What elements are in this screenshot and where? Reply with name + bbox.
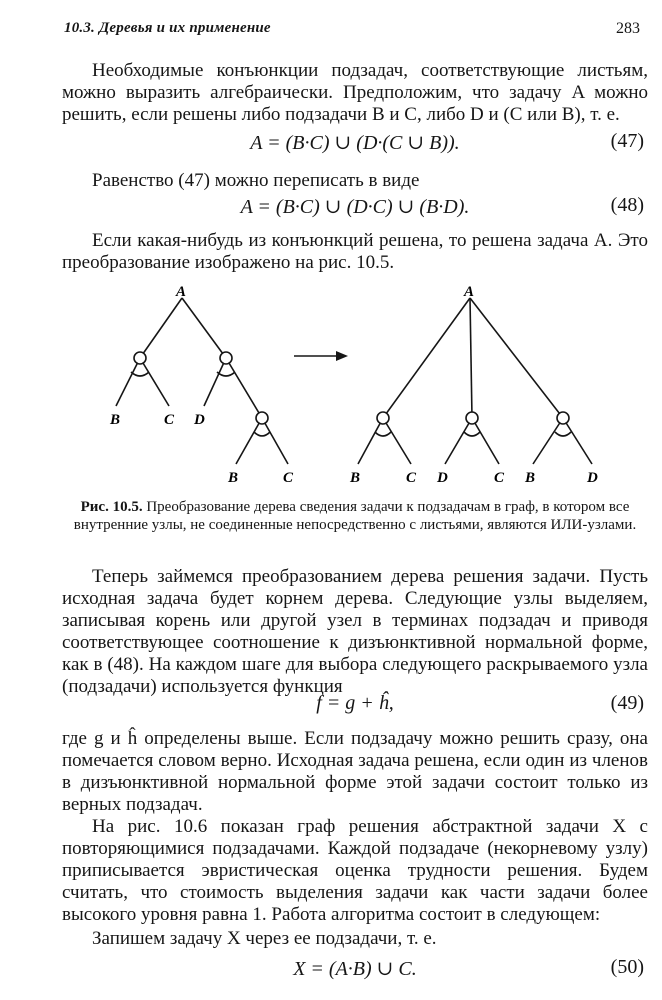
figure-caption-text: Преобразование дерева сведения задачи к подзадачам в граф, в котором все внутренние узлы, не соединенные непосредственно с листьями, являются ИЛИ-узлами. bbox=[73, 499, 637, 533]
left-root-label: A bbox=[176, 284, 187, 300]
equation-48-number: (48) bbox=[610, 194, 644, 216]
equation-49-number: (49) bbox=[610, 692, 644, 714]
running-header-title: 10.3. Деревья и их применение bbox=[64, 20, 271, 36]
right-tree-edges bbox=[358, 298, 592, 464]
right-leaf-label: B bbox=[525, 470, 536, 486]
right-and-node-2 bbox=[466, 412, 478, 424]
right-leaf-label: C bbox=[406, 470, 417, 486]
left-leaf-label: B bbox=[228, 470, 239, 486]
left-leaf-label: D bbox=[194, 412, 205, 428]
figure-caption-label: Рис. 10.5. bbox=[80, 499, 143, 515]
left-leaf-label: C bbox=[283, 470, 294, 486]
page-number: 283 bbox=[616, 20, 640, 37]
right-and-node-3 bbox=[557, 412, 569, 424]
equation-50 bbox=[62, 956, 648, 982]
equation-47 bbox=[62, 130, 648, 156]
right-leaf-label: D bbox=[437, 470, 448, 486]
right-tree-nodes bbox=[377, 412, 569, 424]
figure-caption bbox=[62, 498, 648, 534]
right-leaf-label: D bbox=[587, 470, 598, 486]
right-leaf-label: B bbox=[350, 470, 361, 486]
equation-48-formula: A = (B·C) ∪ (D·C) ∪ (B·D). bbox=[240, 196, 470, 218]
paragraph-2: Равенство (47) можно переписать в виде bbox=[92, 170, 420, 191]
left-or-node bbox=[256, 412, 268, 424]
equation-50-number: (50) bbox=[610, 956, 644, 978]
left-leaf-label: C bbox=[164, 412, 175, 428]
figure-10-5 bbox=[0, 278, 662, 498]
equation-47-formula: A = (B·C) ∪ (D·(C ∪ B)). bbox=[250, 132, 460, 154]
equation-49 bbox=[62, 692, 648, 718]
equation-48 bbox=[62, 194, 648, 220]
left-leaf-label: B bbox=[110, 412, 121, 428]
paragraph-7: Запишем задачу X через ее подзадачи, т. е. bbox=[92, 928, 437, 949]
paragraph-3: Если какая-нибудь из конъюнкций решена, то решена задача A. Это преобразование изображено на рис. 10.5. bbox=[62, 230, 648, 273]
equation-47-number: (47) bbox=[610, 130, 644, 152]
left-tree-edges bbox=[116, 298, 288, 464]
equation-49-formula: f = g + ĥ, bbox=[316, 692, 394, 714]
right-leaf-label: C bbox=[494, 470, 505, 486]
paragraph-4: Теперь займемся преобразованием дерева решения задачи. Пусть исходная задача будет корнем дерева. Следующие узлы выделяем, записывая корень или другой узел в терминах подзадач и приводя соответствующее соотношение к дизъюнктивной нормальной форме, как в (48). На каждом шаге для выбора следующего раскрываемого узла (подзадачи) используется функция bbox=[62, 566, 648, 697]
equation-50-formula: X = (A·B) ∪ C. bbox=[293, 958, 417, 980]
right-root-label: A bbox=[464, 284, 475, 300]
left-and-node-2 bbox=[220, 352, 232, 364]
left-and-node-1 bbox=[134, 352, 146, 364]
transform-arrow-icon bbox=[294, 351, 348, 361]
paragraph-6: На рис. 10.6 показан граф решения абстрактной задачи X с повторяющимися подзадачами. Каждой подзадаче (некорневому узлу) приписывается эвристическая оценка трудности решения. Будем считать, что стоимость выделения задачи как части задачи более высокого уровня равна 1. Работа алгоритма состоит в следующем: bbox=[62, 816, 648, 925]
paragraph-1: Необходимые конъюнкции подзадач, соответствующие листьям, можно выразить алгебраически. Предположим, что задачу A можно решить, если решены либо подзадачи B и C, либо D и (C или B), т. е. bbox=[62, 60, 648, 125]
right-and-node-1 bbox=[377, 412, 389, 424]
paragraph-5: где g и ĥ определены выше. Если подзадачу можно решить сразу, она помечается словом верно. Исходная задача решена, если один из членов в дизъюнктивной нормальной форме этой задачи состоит только из верных подзадач. bbox=[62, 728, 648, 815]
